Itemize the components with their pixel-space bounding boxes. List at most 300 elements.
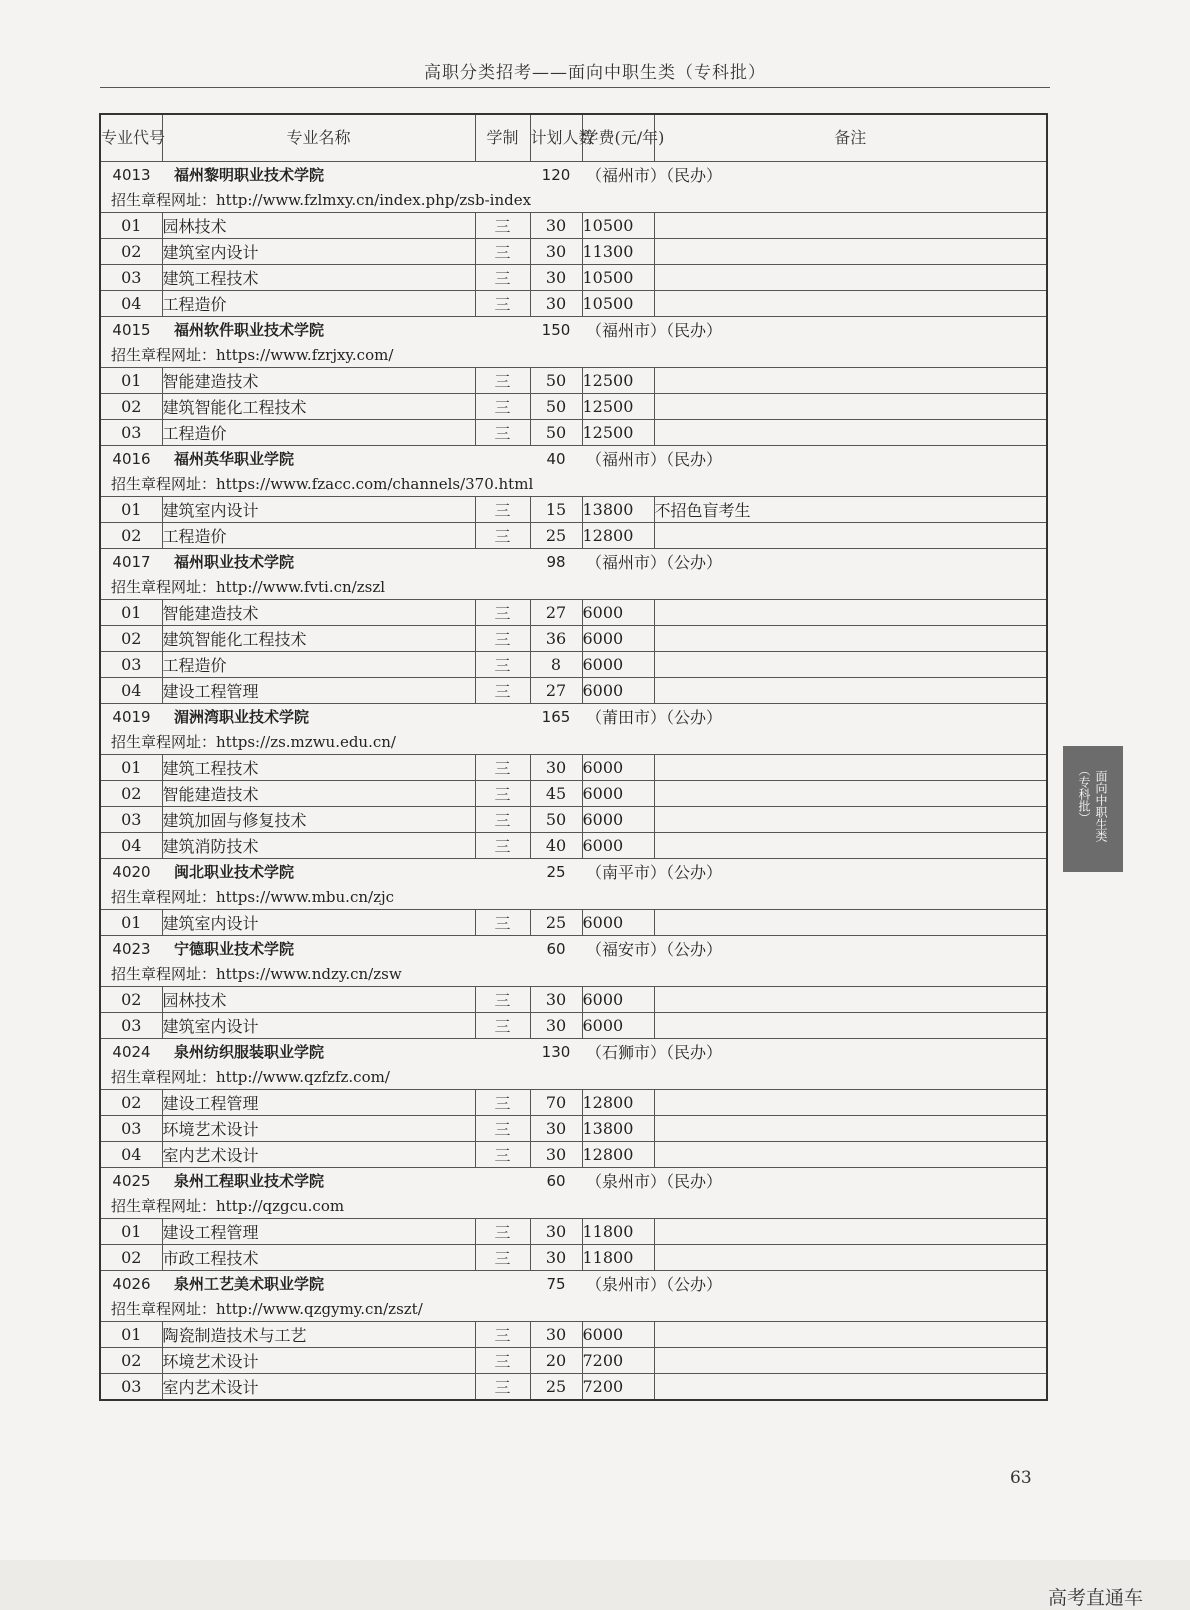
major-name: 建设工程管理 (162, 1090, 475, 1116)
school-url-row (100, 574, 1047, 600)
major-system: 三 (475, 755, 530, 781)
major-note (654, 523, 1047, 549)
school-row (100, 162, 1047, 188)
major-code: 02 (100, 987, 162, 1013)
major-note (654, 833, 1047, 859)
major-name: 智能建造技术 (162, 368, 475, 394)
school-location: （莆田市）（公办） (582, 704, 1047, 730)
major-code: 03 (100, 265, 162, 291)
school-code: 4025 (100, 1168, 162, 1194)
major-plan: 50 (530, 394, 582, 420)
school-location: （福州市）（公办） (582, 549, 1047, 575)
school-name: 湄洲湾职业技术学院 (162, 704, 530, 730)
major-system: 三 (475, 678, 530, 704)
major-name: 陶瓷制造技术与工艺 (162, 1322, 475, 1348)
major-code: 04 (100, 291, 162, 317)
school-code: 4017 (100, 549, 162, 575)
major-name: 智能建造技术 (162, 781, 475, 807)
major-plan: 30 (530, 1245, 582, 1271)
school-location: （福州市）（民办） (582, 446, 1047, 472)
url-prefix: 招生章程网址： (111, 191, 217, 209)
major-name: 环境艺术设计 (162, 1116, 475, 1142)
school-plan: 75 (530, 1271, 582, 1297)
major-row (100, 1322, 1047, 1348)
school-url-cell (100, 884, 1047, 910)
url-prefix: 招生章程网址： (111, 1300, 217, 1318)
major-system: 三 (475, 807, 530, 833)
major-name: 建筑加固与修复技术 (162, 807, 475, 833)
url-prefix: 招生章程网址： (111, 888, 217, 906)
major-system: 三 (475, 600, 530, 626)
major-row (100, 1116, 1047, 1142)
major-row (100, 523, 1047, 549)
major-name: 工程造价 (162, 291, 475, 317)
school-url-row (100, 1193, 1047, 1219)
major-code: 01 (100, 1219, 162, 1245)
major-row (100, 600, 1047, 626)
header-plan: 计划人数 (530, 114, 582, 162)
major-note (654, 781, 1047, 807)
major-code: 01 (100, 213, 162, 239)
major-name: 室内艺术设计 (162, 1374, 475, 1401)
school-url: https://www.mbu.cn/zjc (216, 888, 395, 906)
header-system: 学制 (475, 114, 530, 162)
school-code: 4015 (100, 317, 162, 343)
school-name: 泉州工程职业技术学院 (162, 1168, 530, 1194)
major-fee: 11800 (582, 1219, 654, 1245)
school-url-row (100, 187, 1047, 213)
major-note (654, 213, 1047, 239)
school-location: （福州市）（民办） (582, 317, 1047, 343)
major-name: 工程造价 (162, 420, 475, 446)
major-plan: 30 (530, 213, 582, 239)
major-fee: 6000 (582, 626, 654, 652)
major-system: 三 (475, 239, 530, 265)
url-prefix: 招生章程网址： (111, 1197, 217, 1215)
major-plan: 70 (530, 1090, 582, 1116)
school-url-cell (100, 1296, 1047, 1322)
school-url: http://qzgcu.com (216, 1197, 345, 1215)
major-code: 01 (100, 910, 162, 936)
major-fee: 13800 (582, 497, 654, 523)
major-system: 三 (475, 1090, 530, 1116)
header-note: 备注 (654, 114, 1047, 162)
school-url-cell (100, 729, 1047, 755)
major-note (654, 678, 1047, 704)
school-plan: 60 (530, 1168, 582, 1194)
major-row (100, 910, 1047, 936)
side-tab-sublabel: （专科批） (1077, 764, 1091, 824)
major-code: 04 (100, 1142, 162, 1168)
major-name: 智能建造技术 (162, 600, 475, 626)
major-name: 建筑室内设计 (162, 497, 475, 523)
major-note (654, 1116, 1047, 1142)
school-row (100, 936, 1047, 962)
major-code: 04 (100, 833, 162, 859)
major-row (100, 833, 1047, 859)
school-url: https://www.fzacc.com/channels/370.html (216, 475, 534, 493)
school-name: 福州职业技术学院 (162, 549, 530, 575)
school-plan: 120 (530, 162, 582, 188)
major-system: 三 (475, 1245, 530, 1271)
major-system: 三 (475, 213, 530, 239)
school-row (100, 446, 1047, 472)
major-plan: 30 (530, 291, 582, 317)
major-plan: 50 (530, 368, 582, 394)
major-fee: 6000 (582, 833, 654, 859)
major-fee: 13800 (582, 1116, 654, 1142)
major-code: 01 (100, 497, 162, 523)
major-plan: 20 (530, 1348, 582, 1374)
url-prefix: 招生章程网址： (111, 578, 217, 596)
major-fee: 6000 (582, 807, 654, 833)
major-name: 建设工程管理 (162, 678, 475, 704)
school-name: 福州英华职业学院 (162, 446, 530, 472)
school-plan: 40 (530, 446, 582, 472)
major-note (654, 807, 1047, 833)
watermark: 高考直通车 (1048, 1587, 1144, 1609)
major-system: 三 (475, 652, 530, 678)
school-plan: 60 (530, 936, 582, 962)
major-note (654, 1013, 1047, 1039)
major-note (654, 265, 1047, 291)
major-note (654, 1322, 1047, 1348)
major-row (100, 678, 1047, 704)
major-fee: 6000 (582, 781, 654, 807)
major-note (654, 1090, 1047, 1116)
major-code: 03 (100, 1374, 162, 1401)
major-name: 工程造价 (162, 523, 475, 549)
major-row (100, 1348, 1047, 1374)
major-system: 三 (475, 910, 530, 936)
major-plan: 30 (530, 239, 582, 265)
major-code: 03 (100, 807, 162, 833)
school-location: （福安市）（公办） (582, 936, 1047, 962)
major-code: 02 (100, 394, 162, 420)
school-plan: 98 (530, 549, 582, 575)
school-url-row (100, 884, 1047, 910)
header-divider (100, 87, 1050, 88)
school-name: 福州软件职业技术学院 (162, 317, 530, 343)
major-name: 建筑智能化工程技术 (162, 626, 475, 652)
major-plan: 30 (530, 1219, 582, 1245)
major-row (100, 1090, 1047, 1116)
major-system: 三 (475, 781, 530, 807)
major-system: 三 (475, 1348, 530, 1374)
school-row (100, 1271, 1047, 1297)
school-row (100, 859, 1047, 885)
major-plan: 30 (530, 265, 582, 291)
school-url: http://www.fzlmxy.cn/index.php/zsb-index (216, 191, 532, 209)
major-note (654, 1374, 1047, 1401)
major-plan: 36 (530, 626, 582, 652)
school-url-cell (100, 471, 1047, 497)
major-fee: 12800 (582, 1090, 654, 1116)
major-note (654, 394, 1047, 420)
major-name: 园林技术 (162, 987, 475, 1013)
major-fee: 6000 (582, 910, 654, 936)
major-name: 建筑室内设计 (162, 1013, 475, 1039)
school-code: 4026 (100, 1271, 162, 1297)
major-row (100, 1245, 1047, 1271)
school-url-cell (100, 1064, 1047, 1090)
major-fee: 12500 (582, 368, 654, 394)
major-row (100, 239, 1047, 265)
major-row (100, 781, 1047, 807)
major-fee: 10500 (582, 213, 654, 239)
major-row (100, 1219, 1047, 1245)
major-code: 03 (100, 1116, 162, 1142)
page-number: 63 (1010, 1468, 1032, 1488)
major-plan: 30 (530, 1322, 582, 1348)
table-header-row (100, 114, 1047, 162)
school-url-cell (100, 574, 1047, 600)
school-name: 泉州工艺美术职业学院 (162, 1271, 530, 1297)
major-fee: 12800 (582, 523, 654, 549)
major-row (100, 497, 1047, 523)
major-name: 市政工程技术 (162, 1245, 475, 1271)
major-note (654, 652, 1047, 678)
school-url-row (100, 342, 1047, 368)
major-fee: 12500 (582, 394, 654, 420)
school-name: 泉州纺织服装职业学院 (162, 1039, 530, 1065)
major-code: 02 (100, 1348, 162, 1374)
school-code: 4020 (100, 859, 162, 885)
school-location: （南平市）（公办） (582, 859, 1047, 885)
major-code: 01 (100, 600, 162, 626)
table-body (100, 162, 1047, 1401)
school-url-row (100, 471, 1047, 497)
major-plan: 30 (530, 755, 582, 781)
major-plan: 30 (530, 1142, 582, 1168)
major-plan: 15 (530, 497, 582, 523)
major-plan: 45 (530, 781, 582, 807)
major-plan: 25 (530, 910, 582, 936)
major-code: 02 (100, 1245, 162, 1271)
school-plan: 165 (530, 704, 582, 730)
major-row (100, 626, 1047, 652)
major-fee: 6000 (582, 755, 654, 781)
major-fee: 6000 (582, 1013, 654, 1039)
url-prefix: 招生章程网址： (111, 475, 217, 493)
major-row (100, 394, 1047, 420)
school-name: 闽北职业技术学院 (162, 859, 530, 885)
major-row (100, 368, 1047, 394)
major-row (100, 652, 1047, 678)
major-system: 三 (475, 291, 530, 317)
school-url-row (100, 1296, 1047, 1322)
major-row (100, 420, 1047, 446)
school-url-row (100, 729, 1047, 755)
major-system: 三 (475, 1116, 530, 1142)
admissions-table (99, 113, 1048, 1401)
major-row (100, 1013, 1047, 1039)
major-row (100, 987, 1047, 1013)
school-url-row (100, 1064, 1047, 1090)
major-system: 三 (475, 626, 530, 652)
major-plan: 25 (530, 523, 582, 549)
school-code: 4013 (100, 162, 162, 188)
school-url: http://www.fvti.cn/zszl (216, 578, 386, 596)
major-fee: 6000 (582, 652, 654, 678)
major-code: 03 (100, 1013, 162, 1039)
major-row (100, 265, 1047, 291)
major-system: 三 (475, 420, 530, 446)
school-code: 4016 (100, 446, 162, 472)
school-location: （泉州市）（公办） (582, 1271, 1047, 1297)
major-fee: 10500 (582, 265, 654, 291)
major-fee: 6000 (582, 678, 654, 704)
school-plan: 130 (530, 1039, 582, 1065)
footer-band (0, 1560, 1190, 1610)
major-fee: 12500 (582, 420, 654, 446)
major-code: 03 (100, 652, 162, 678)
major-code: 02 (100, 626, 162, 652)
school-url: https://www.ndzy.cn/zsw (216, 965, 402, 983)
major-code: 01 (100, 368, 162, 394)
major-row (100, 1374, 1047, 1401)
school-code: 4019 (100, 704, 162, 730)
major-note (654, 1348, 1047, 1374)
major-name: 建筑工程技术 (162, 755, 475, 781)
school-plan: 150 (530, 317, 582, 343)
major-row (100, 755, 1047, 781)
major-fee: 6000 (582, 987, 654, 1013)
major-code: 03 (100, 420, 162, 446)
major-system: 三 (475, 368, 530, 394)
major-note (654, 755, 1047, 781)
major-code: 04 (100, 678, 162, 704)
major-system: 三 (475, 497, 530, 523)
major-system: 三 (475, 987, 530, 1013)
school-row (100, 1168, 1047, 1194)
url-prefix: 招生章程网址： (111, 965, 217, 983)
major-name: 建筑室内设计 (162, 910, 475, 936)
school-row (100, 549, 1047, 575)
school-url: https://www.fzrjxy.com/ (216, 346, 394, 364)
major-system: 三 (475, 1219, 530, 1245)
major-note (654, 368, 1047, 394)
header-code: 专业代号 (100, 114, 162, 162)
major-system: 三 (475, 394, 530, 420)
major-plan: 50 (530, 807, 582, 833)
major-system: 三 (475, 1013, 530, 1039)
school-row (100, 317, 1047, 343)
major-plan: 25 (530, 1374, 582, 1401)
major-fee: 11800 (582, 1245, 654, 1271)
major-note (654, 239, 1047, 265)
school-location: （泉州市）（民办） (582, 1168, 1047, 1194)
school-url-cell (100, 961, 1047, 987)
major-plan: 30 (530, 987, 582, 1013)
major-plan: 30 (530, 1013, 582, 1039)
major-note (654, 291, 1047, 317)
major-name: 建设工程管理 (162, 1219, 475, 1245)
school-url: https://zs.mzwu.edu.cn/ (216, 733, 396, 751)
major-system: 三 (475, 1142, 530, 1168)
major-note (654, 420, 1047, 446)
url-prefix: 招生章程网址： (111, 733, 217, 751)
school-code: 4023 (100, 936, 162, 962)
school-location: （福州市）（民办） (582, 162, 1047, 188)
major-fee: 6000 (582, 1322, 654, 1348)
major-plan: 40 (530, 833, 582, 859)
major-name: 建筑工程技术 (162, 265, 475, 291)
major-plan: 27 (530, 678, 582, 704)
major-plan: 30 (530, 1116, 582, 1142)
major-name: 室内艺术设计 (162, 1142, 475, 1168)
major-fee: 11300 (582, 239, 654, 265)
school-name: 福州黎明职业技术学院 (162, 162, 530, 188)
major-row (100, 1142, 1047, 1168)
school-url: http://www.qzgymy.cn/zszt/ (216, 1300, 423, 1318)
school-name: 宁德职业技术学院 (162, 936, 530, 962)
major-system: 三 (475, 1322, 530, 1348)
major-row (100, 213, 1047, 239)
school-url-cell (100, 187, 1047, 213)
major-note (654, 626, 1047, 652)
major-code: 02 (100, 781, 162, 807)
major-system: 三 (475, 523, 530, 549)
school-url-row (100, 961, 1047, 987)
major-name: 园林技术 (162, 213, 475, 239)
header-fee: 学费(元/年) (582, 114, 654, 162)
major-fee: 7200 (582, 1374, 654, 1401)
major-note (654, 987, 1047, 1013)
school-plan: 25 (530, 859, 582, 885)
major-fee: 6000 (582, 600, 654, 626)
url-prefix: 招生章程网址： (111, 346, 217, 364)
major-fee: 12800 (582, 1142, 654, 1168)
school-url: http://www.qzfzfz.com/ (216, 1068, 390, 1086)
major-note (654, 910, 1047, 936)
major-name: 建筑消防技术 (162, 833, 475, 859)
major-plan: 27 (530, 600, 582, 626)
school-url-cell (100, 1193, 1047, 1219)
major-row (100, 291, 1047, 317)
major-fee: 10500 (582, 291, 654, 317)
major-plan: 50 (530, 420, 582, 446)
major-name: 环境艺术设计 (162, 1348, 475, 1374)
major-note (654, 1219, 1047, 1245)
major-note (654, 600, 1047, 626)
side-tab-label: 面向中职生类 (1094, 770, 1108, 842)
school-row (100, 704, 1047, 730)
header-name: 专业名称 (162, 114, 475, 162)
major-note: 不招色盲考生 (654, 497, 1047, 523)
major-name: 建筑智能化工程技术 (162, 394, 475, 420)
major-name: 工程造价 (162, 652, 475, 678)
school-location: （石狮市）（民办） (582, 1039, 1047, 1065)
major-system: 三 (475, 833, 530, 859)
major-fee: 7200 (582, 1348, 654, 1374)
major-code: 02 (100, 1090, 162, 1116)
major-system: 三 (475, 265, 530, 291)
major-plan: 8 (530, 652, 582, 678)
major-note (654, 1142, 1047, 1168)
school-url-cell (100, 342, 1047, 368)
major-code: 02 (100, 239, 162, 265)
major-row (100, 807, 1047, 833)
section-side-tab (1063, 746, 1123, 872)
major-code: 01 (100, 1322, 162, 1348)
major-name: 建筑室内设计 (162, 239, 475, 265)
major-note (654, 1245, 1047, 1271)
major-system: 三 (475, 1374, 530, 1401)
page-header-title: 高职分类招考——面向中职生类（专科批） (424, 63, 766, 83)
url-prefix: 招生章程网址： (111, 1068, 217, 1086)
school-row (100, 1039, 1047, 1065)
